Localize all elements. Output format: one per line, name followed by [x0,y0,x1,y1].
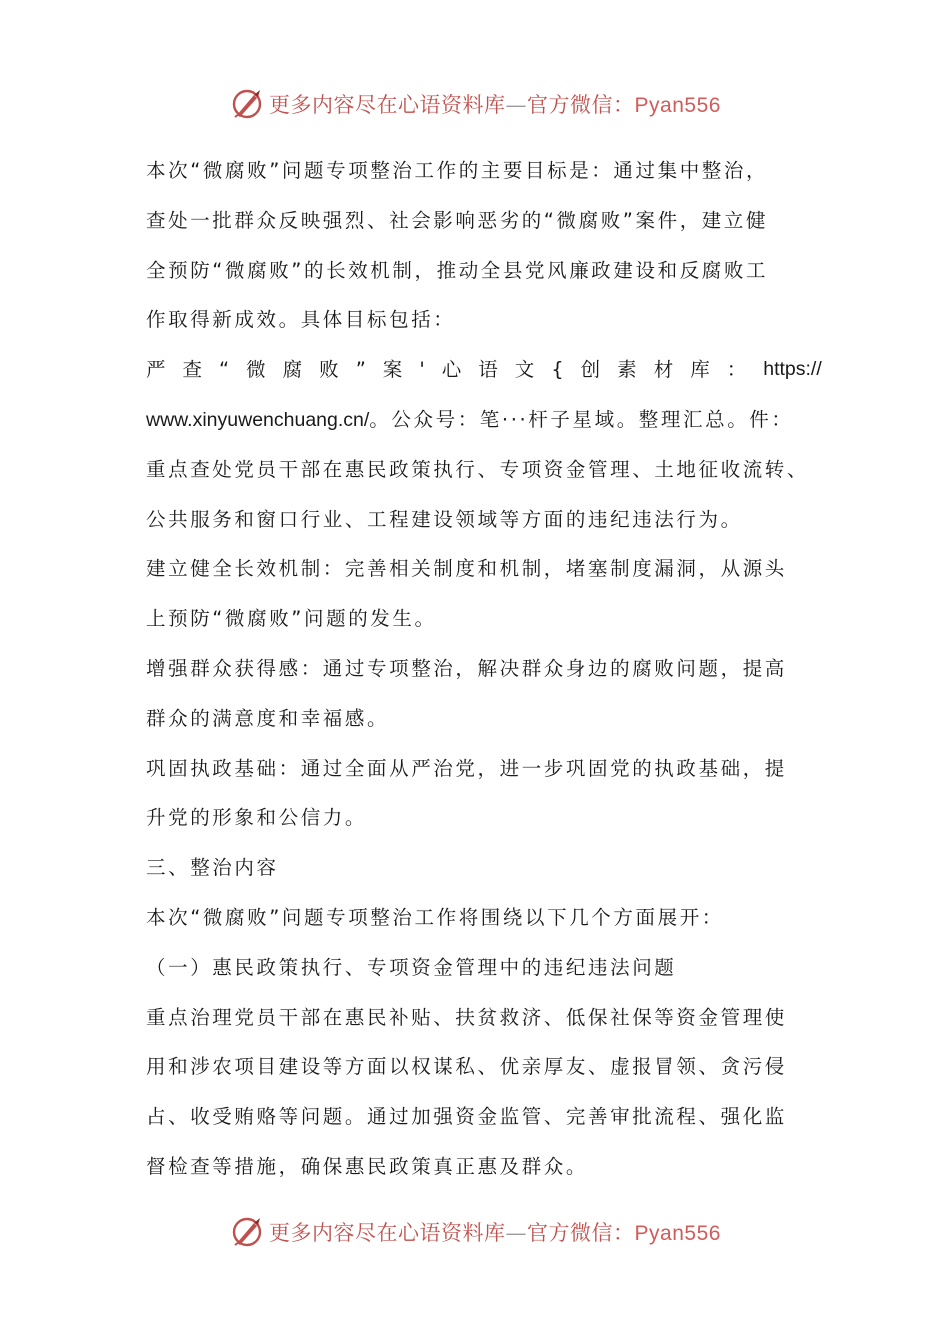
text-line: 用和涉农项目建设等方面以权谋私、优亲厚友、虚报冒领、贪污侵 [146,1055,787,1079]
footer-banner [0,1210,950,1254]
text-line: 本次“微腐败”问题专项整治工作的主要目标是：通过集中整治， [146,159,769,182]
text-line: 上预防“微腐败”问题的发生。 [146,607,437,631]
subsection-heading: （一）惠民政策执行、专项资金管理中的违纪违法问题 [146,955,677,979]
text-line: 公共服务和窗口行业、工程建设领域等方面的违纪违法行为。 [146,507,743,531]
text-line: 群众的满意度和幸福感。 [146,706,390,730]
text-line: 升党的形象和公信力。 [146,806,368,830]
text-line: 占、收受贿赂等问题。通过加强资金监管、完善审批流程、强化监 [146,1105,787,1129]
banner-text: 更多内容尽在心语资料库—官方微信：Pyan556 [269,93,721,117]
watermark-source-line: 严 查 “ 微 腐 败 ” 案 ' 心 语 文 { 创 素 材 库 ： https:// [146,358,822,382]
url-line: www.xinyuwenchuang.cn/。公众号：笔···杆子星域。整理汇总。件： [146,407,794,431]
text-line: 督检查等措施，确保惠民政策真正惠及群众。 [146,1154,589,1178]
quill-logo-icon [229,86,265,122]
header-banner [0,82,950,126]
text-line: 建立健全长效机制：完善相关制度和机制，堵塞制度漏洞，从源头 [146,557,787,581]
banner-text: 更多内容尽在心语资料库—官方微信：Pyan556 [269,1221,721,1245]
text-line: 重点查处党员干部在惠民政策执行、专项资金管理、土地征收流转、 [146,457,810,481]
document-body [146,146,822,1192]
section-heading: 三、整治内容 [146,856,279,880]
source-url: www.xinyuwenchuang.cn/ [146,408,370,431]
quill-logo-icon [229,1214,265,1250]
text-line: 查处一批群众反映强烈、社会影响恶劣的“微腐败”案件，建立健 [146,208,769,232]
text-line: 巩固执政基础：通过全面从严治党，进一步巩固党的执政基础，提 [146,756,787,780]
text-line: 作取得新成效。具体目标包括： [146,308,456,332]
text-line: 增强群众获得感：通过专项整治，解决群众身边的腐败问题，提高 [146,656,787,680]
text-line: 本次“微腐败”问题专项整治工作将围绕以下几个方面展开： [146,905,724,929]
text-line: 重点治理党员干部在惠民补贴、扶贫救济、低保社保等资金管理使 [146,1005,787,1029]
text-line: 全预防“微腐败”的长效机制，推动全县党风廉政建设和反腐败工 [146,258,769,282]
